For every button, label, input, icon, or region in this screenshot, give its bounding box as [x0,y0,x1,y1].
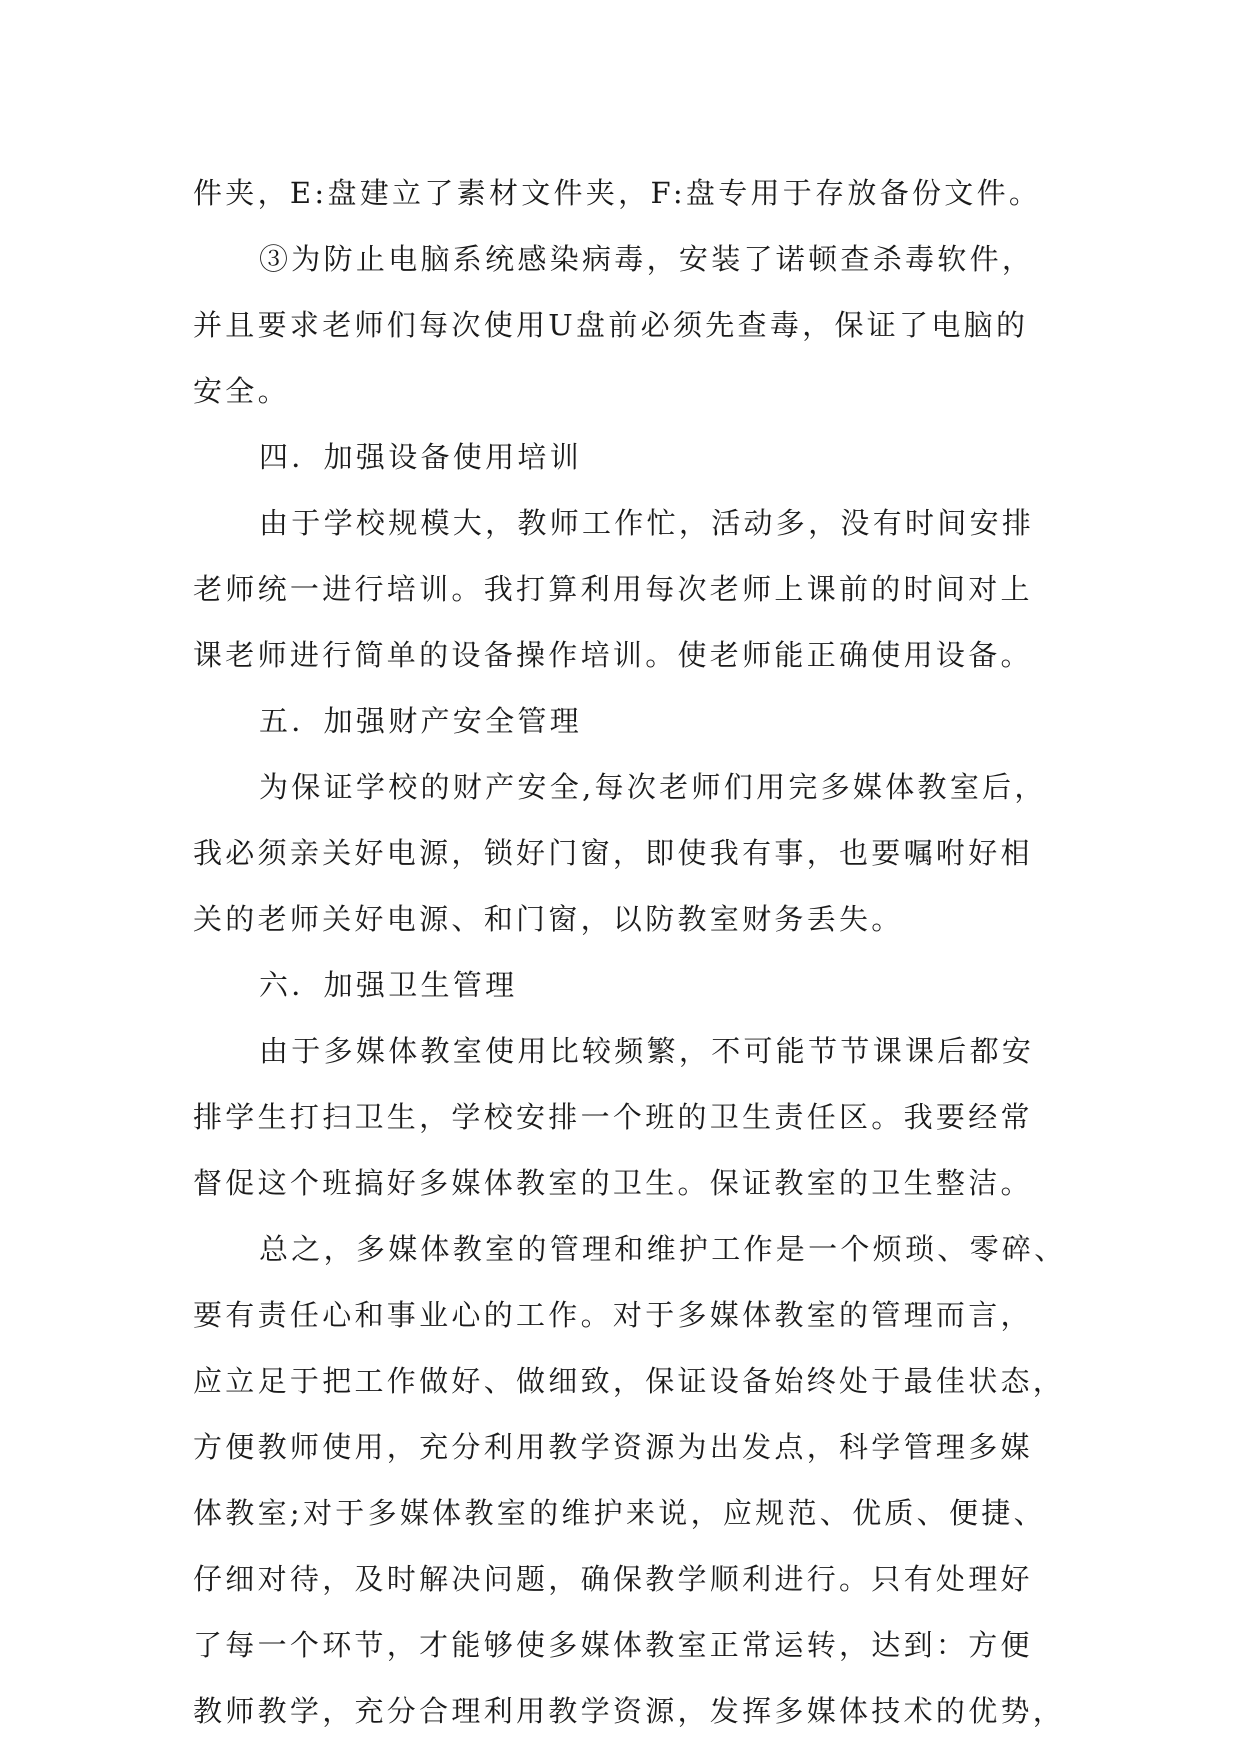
paragraph-first-line: 由于学校规模大，教师工作忙，活动多，没有时间安排 [259,506,1035,540]
text-line: 应立足于把工作做好、做细致，保证设备始终处于最佳状态， [193,1364,1066,1398]
text-line: 安全。 [193,374,290,408]
text-line: 课老师进行简单的设备操作培训。使老师能正确使用设备。 [193,638,1033,672]
paragraph-first-line: 总之，多媒体教室的管理和维护工作是一个烦琐、零碎、 [259,1232,1067,1266]
text-line: 关的老师关好电源、和门窗，以防教室财务丢失。 [193,902,904,936]
text-line: 我必须亲关好电源，锁好门窗，即使我有事，也要嘱咐好相 [193,836,1033,870]
text-line: 督促这个班搞好多媒体教室的卫生。保证教室的卫生整洁。 [193,1166,1033,1200]
paragraph-first-line: ③为防止电脑系统感染病毒，安装了诺顿查杀毒软件， [259,242,1035,276]
text-line: 并且要求老师们每次使用U盘前必须先查毒，保证了电脑的 [193,308,1029,342]
paragraph-first-line: 五．加强财产安全管理 [259,704,583,738]
paragraph-first-line: 六．加强卫生管理 [259,968,518,1002]
paragraph-first-line: 为保证学校的财产安全,每次老师们用完多媒体教室后， [259,770,1047,804]
text-line: 仔细对待，及时解决问题，确保教学顺利进行。只有处理好 [193,1562,1033,1596]
document-body [193,160,1067,1744]
text-line: 方便教师使用，充分利用教学资源为出发点，科学管理多媒 [193,1430,1033,1464]
text-line: 要有责任心和事业心的工作。对于多媒体教室的管理而言， [193,1298,1033,1332]
paragraph-first-line: 四．加强设备使用培训 [259,440,583,474]
text-line: 了每一个环节，才能够使多媒体教室正常运转，达到：方便 [193,1628,1033,1662]
text-line: 件夹，E:盘建立了素材文件夹，F:盘专用于存放备份文件。 [193,176,1042,210]
text-line: 老师统一进行培训。我打算利用每次老师上课前的时间对上 [193,572,1033,606]
text-line: 教师教学，充分合理利用教学资源，发挥多媒体技术的优势， [193,1694,1066,1728]
paragraph-first-line: 由于多媒体教室使用比较频繁，不可能节节课课后都安 [259,1034,1035,1068]
text-line: 排学生打扫卫生，学校安排一个班的卫生责任区。我要经常 [193,1100,1033,1134]
text-line: 体教室;对于多媒体教室的维护来说，应规范、优质、便捷、 [193,1496,1046,1530]
